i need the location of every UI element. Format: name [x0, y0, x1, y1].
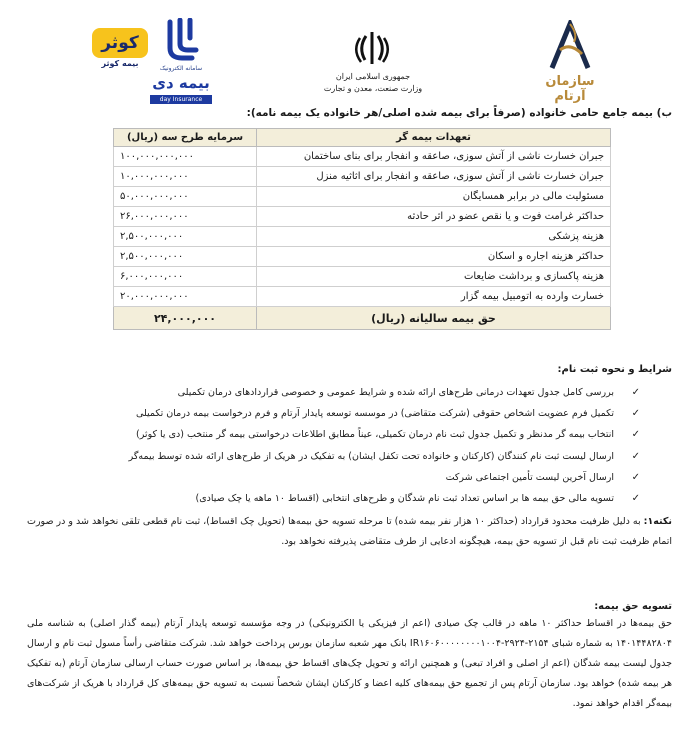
row-value: ۱۰,۰۰۰,۰۰۰,۰۰۰	[114, 167, 257, 187]
conditions-list	[74, 382, 640, 509]
kowsar-text: بیمه کوثر	[101, 59, 139, 68]
check-icon: ✓	[631, 429, 640, 441]
check-icon: ✓	[631, 471, 640, 483]
conditions-title: شرایط و نحوه ثبت نام:	[557, 364, 672, 375]
condition-text: ارسال آخرین لیست تأمین اجتماعی شرکت	[445, 471, 614, 483]
artam-a-icon	[548, 20, 592, 72]
row-desc: جبران خسارت ناشی از آتش سوزی، صاعقه و انفجار برای اثاثیه منزل	[257, 167, 611, 187]
ministry-logo	[318, 30, 428, 100]
iran-emblem-icon	[353, 30, 391, 66]
table-row	[114, 207, 611, 227]
note-label: نکته۱:	[643, 516, 672, 527]
row-desc: جبران خسارت ناشی از آتش سوزی، صاعقه و انفجار برای بنای ساختمان	[257, 147, 611, 167]
total-value: ۲۴,۰۰۰,۰۰۰	[114, 307, 257, 330]
table-row	[114, 287, 611, 307]
list-item	[74, 446, 640, 467]
list-item	[74, 467, 640, 488]
kowsar-logo	[92, 28, 148, 68]
check-icon: ✓	[631, 492, 640, 504]
coverage-table	[113, 128, 611, 330]
total-row	[114, 307, 611, 330]
table-row	[114, 167, 611, 187]
row-value: ۵۰,۰۰۰,۰۰۰,۰۰۰	[114, 187, 257, 207]
table-row	[114, 267, 611, 287]
table-row	[114, 247, 611, 267]
table-row	[114, 187, 611, 207]
note-text: به دلیل ظرفیت محدود قرارداد (حداکثر ۱۰ هزار نفر بیمه شده) تا مرحله تسویه حق بیمه‌ها (تحویل چک اقساط)، ثبت نام قطعی تلقی نخواهد شد و در صورت اتمام ظرفیت ثبت نام قبل از تسویه حق بیمه، هیچگونه ادعایی از طرف متقاضی پذیرفته نخواهد بود.	[27, 516, 672, 547]
row-desc: مسئولیت مالی در برابر همسایگان	[257, 187, 611, 207]
list-item	[74, 403, 640, 424]
check-icon: ✓	[631, 387, 640, 398]
list-item	[74, 382, 640, 403]
day-emblem-icon	[162, 18, 202, 62]
condition-text: بررسی کامل جدول تعهدات درمانی طرح‌های ارائه شده و شرایط عمومی و خصوصی قراردادهای درمان تکمیلی	[177, 387, 614, 398]
payment-paragraph: حق بیمه‌ها در اقساط حداکثر ۱۰ ماهه در قالب چک صیادی (اعم از فیزیکی یا الکترونیکی) در وجه مؤسسه توسعه پایدار آرتام (بیمه گذار اصلی) به شناسه ملی ۱۴۰۱۴۴۸۲۸۰۴ به شماره شبای IR۱۶۰۶۰۰۰۰۰۰۰۰۱۰۰۴-۲۹۲۴-۲۱۵۴ بانک مهر شعبه سازمان بورس پرداخت خواهد شد. شرکت متقاضی رأساً مسول ثبت نام و ارسال جدول لیست بیمه شدگان (اعم از اصلی و افراد تبعی) و همچنین ارائه و تحویل چک‌های اقساط حق بیمه‌ها، بر اساس صورت حساب ارسالی سازمان آرتام (به تفکیک هر بیمه شده) خواهد بود. سازمان آرتام پس از تجمیع حق بیمه‌های کلیه اعضا و کارکنان ایشان شخصاً نسبت به تسویه حق بیمه‌های کل قرارداد با هریک از شرکت‌های بیمه‌گر اقدام خواهد نمود.	[27, 618, 673, 709]
check-icon: ✓	[631, 408, 640, 420]
row-desc: هزینه پزشکی	[257, 227, 611, 247]
total-label: حق بیمه سالیانه (ریال)	[257, 307, 611, 330]
kowsar-mark: کوثر	[101, 33, 139, 53]
check-icon: ✓	[631, 450, 640, 462]
table-row	[114, 147, 611, 167]
table-header-row	[114, 129, 611, 147]
day-insurance-logo	[148, 18, 214, 106]
artam-text: سازمان آرتام	[545, 74, 595, 104]
artam-logo	[530, 20, 610, 104]
day-name-fa: بیمه دی	[152, 74, 210, 92]
list-item	[74, 488, 640, 509]
row-value: ۲۰,۰۰۰,۰۰۰,۰۰۰	[114, 287, 257, 307]
condition-text: تکمیل فرم عضویت اشخاص حقوقی (شرکت متقاضی) در موسسه توسعه پایدار آرتام و فرم درخواست بیمه درمان تکمیلی	[135, 408, 614, 420]
condition-text: ارسال لیست ثبت نام کنندگان (کارکنان و خانواده تحت تکفل ایشان) به تفکیک در هریک از طرح‌های ارائه شده توسط بیمه‌گر	[128, 450, 614, 462]
row-value: ۲۶,۰۰۰,۰۰۰,۰۰۰	[114, 207, 257, 227]
day-subtitle: سامانه الکترونیک	[159, 65, 203, 72]
row-desc: خسارت وارده به اتومبیل بیمه گزار	[257, 287, 611, 307]
list-item	[74, 424, 640, 445]
payment-title: تسویه حق بیمه:	[594, 601, 672, 612]
row-desc: حداکثر غرامت فوت و یا نقص عضو در اثر حادثه	[257, 207, 611, 227]
page-header	[0, 0, 700, 105]
day-name-en: day Insurance	[150, 95, 212, 104]
gov-line2: وزارت صنعت، معدن و تجارت	[323, 84, 423, 93]
note-paragraph	[27, 512, 672, 552]
row-value: ۶,۰۰۰,۰۰۰,۰۰۰	[114, 267, 257, 287]
header-capital: سرمایه طرح سه (ریال)	[114, 129, 257, 147]
row-value: ۱۰۰,۰۰۰,۰۰۰,۰۰۰	[114, 147, 257, 167]
header-obligations: تعهدات بیمه گر	[257, 129, 611, 147]
row-value: ۲,۵۰۰,۰۰۰,۰۰۰	[114, 247, 257, 267]
gov-line1: جمهوری اسلامی ایران	[335, 72, 411, 81]
section-title: ب) بیمه جامع حامی خانواده (صرفاً برای بیمه شده اصلی/هر خانواده یک بیمه نامه):	[246, 107, 672, 119]
row-desc: حداکثر هزینه اجاره و اسکان	[257, 247, 611, 267]
table-row	[114, 227, 611, 247]
row-value: ۲,۵۰۰,۰۰۰,۰۰۰	[114, 227, 257, 247]
condition-text: تسویه مالی حق بیمه ها بر اساس تعداد ثبت نام شدگان و طرح‌های انتخابی (اقساط ۱۰ ماهه یا چک صیادی)	[195, 492, 614, 504]
row-desc: هزینه پاکسازی و برداشت ضایعات	[257, 267, 611, 287]
condition-text: انتخاب بیمه گر مدنظر و تکمیل جدول ثبت نام درمان تکمیلی، عیناً مطابق اطلاعات درخواستی بیمه گر منتخب (دی یا کوثر)	[135, 429, 614, 441]
